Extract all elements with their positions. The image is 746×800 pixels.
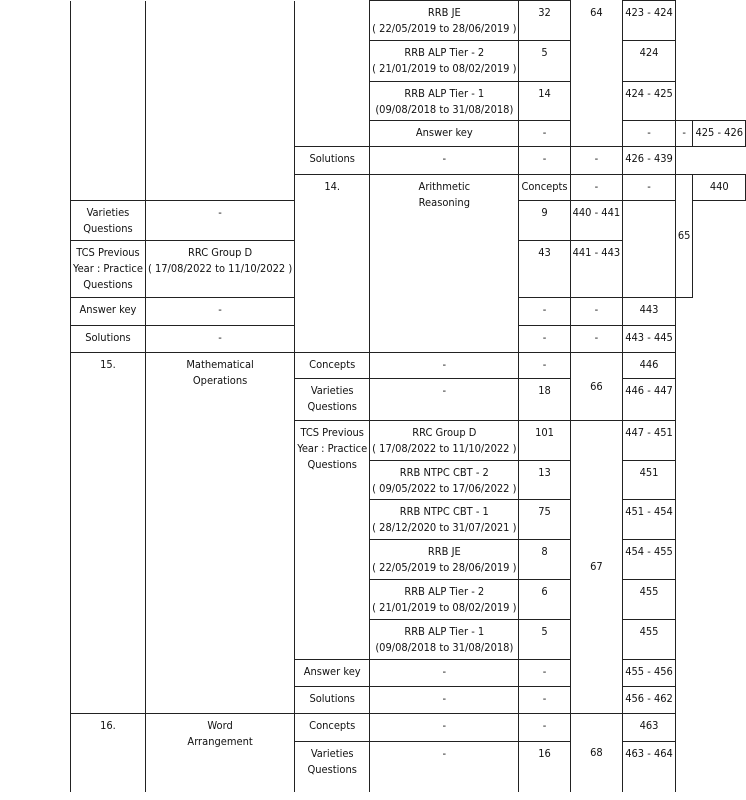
page-range-text: 443 - 445 xyxy=(625,331,673,344)
exam-source-line: RRB ALP Tier - 2 xyxy=(404,585,485,598)
exam-source-cell xyxy=(370,353,519,379)
question-count-cell xyxy=(519,620,570,660)
exam-source-cell xyxy=(145,201,294,241)
page-range-text: 447 - 451 xyxy=(625,426,673,439)
exam-source-cell xyxy=(570,175,623,201)
section-label-line: Varieties xyxy=(86,206,130,219)
exam-source-text: - xyxy=(442,747,447,760)
page-range-cell xyxy=(623,714,676,742)
exam-source-cell xyxy=(370,461,519,500)
section-label-text: Concepts xyxy=(521,180,568,193)
section-label-text: Solutions xyxy=(85,331,131,344)
question-count-text: 101 xyxy=(535,426,554,439)
page-range-text: 440 - 441 xyxy=(572,206,621,219)
chapter-name-line: Arrangement xyxy=(187,735,253,748)
section-label-cell xyxy=(71,201,146,241)
question-count-text: 13 xyxy=(538,466,551,479)
exam-source-text: - xyxy=(442,358,447,371)
exam-source-cell xyxy=(370,687,519,714)
page-range-cell xyxy=(623,461,676,500)
question-count-text: 32 xyxy=(538,6,551,19)
page-range-text: 441 - 443 xyxy=(572,246,621,259)
question-count-text: - xyxy=(542,719,547,732)
exam-source-text: - xyxy=(442,384,447,397)
page-range-text: 455 xyxy=(639,585,659,598)
exam-source-text: - xyxy=(442,152,447,165)
section-label-line: Questions xyxy=(83,222,133,235)
exam-source-line: ( 09/05/2022 to 17/06/2022 ) xyxy=(372,482,517,495)
question-count-cell xyxy=(519,298,570,326)
page-range-text: 454 - 455 xyxy=(625,545,673,558)
day-number-text: 65 xyxy=(677,229,691,242)
exam-source-line: RRB ALP Tier - 1 xyxy=(404,87,485,100)
question-count-cell xyxy=(519,1,570,41)
section-label-text: Concepts xyxy=(309,358,356,371)
question-count-text: - xyxy=(542,331,547,344)
serial-number-text: 15. xyxy=(100,358,116,371)
question-count-text: - xyxy=(647,180,651,193)
exam-source-text: - xyxy=(218,303,222,316)
section-label-line: Questions xyxy=(307,400,357,413)
exam-source-cell xyxy=(370,742,519,792)
serial-number-cell xyxy=(295,175,370,353)
page-range-cell xyxy=(623,580,676,620)
page-range-cell xyxy=(623,353,676,379)
page-range-cell xyxy=(623,660,676,687)
exam-source-text: - xyxy=(594,180,599,193)
day-number-text: - xyxy=(594,152,599,165)
exam-source-cell xyxy=(370,147,519,175)
question-count-cell xyxy=(519,714,570,742)
exam-source-line: ( 22/05/2019 to 28/06/2019 ) xyxy=(372,22,517,35)
page-range-text: 446 - 447 xyxy=(625,384,673,397)
section-label-line: Varieties xyxy=(310,747,354,760)
section-label-line: TCS Previous xyxy=(300,426,364,439)
section-label-cell xyxy=(71,241,146,298)
page-range-text: 423 - 424 xyxy=(625,6,673,19)
question-count-cell xyxy=(519,353,570,379)
day-number-cell xyxy=(570,147,623,175)
day-number-text: 64 xyxy=(590,5,603,19)
exam-source-line: ( 28/12/2020 to 31/07/2021 ) xyxy=(372,521,517,534)
page-range-cell xyxy=(623,82,676,121)
chapter-name-cell xyxy=(145,1,294,201)
day-number-text: - xyxy=(594,303,599,316)
exam-source-line: RRB JE xyxy=(427,545,461,558)
section-label-line: Questions xyxy=(307,763,357,776)
exam-source-cell xyxy=(370,41,519,82)
chapter-name-line: Operations xyxy=(192,374,248,387)
exam-source-cell xyxy=(370,1,519,41)
question-count-text: 75 xyxy=(538,505,551,518)
section-label-line: Year : Practice xyxy=(297,442,368,455)
exam-source-cell xyxy=(370,82,519,121)
exam-source-line: ( 17/08/2022 to 11/10/2022 ) xyxy=(372,442,517,455)
question-count-text: 16 xyxy=(538,747,551,760)
exam-source-cell xyxy=(370,714,519,742)
page-range-cell xyxy=(623,620,676,660)
page-range-cell xyxy=(623,687,676,714)
section-label-cell xyxy=(519,175,570,201)
exam-source-line: ( 21/01/2019 to 08/02/2019 ) xyxy=(372,601,517,614)
page-range-cell xyxy=(623,500,676,540)
question-count-cell xyxy=(519,201,570,241)
question-count-cell xyxy=(623,175,676,201)
day-number-cell xyxy=(675,175,693,298)
question-count-cell xyxy=(519,580,570,620)
page-range-text: 451 xyxy=(639,466,659,479)
page-range-cell xyxy=(570,201,623,241)
page-range-text: 440 xyxy=(709,180,729,193)
page-range-text: 463 xyxy=(639,719,659,732)
question-count-text: - xyxy=(647,126,651,139)
question-count-cell xyxy=(519,379,570,421)
day-number-text: 67 xyxy=(590,560,603,573)
exam-source-line: ( 17/08/2022 to 11/10/2022 ) xyxy=(147,262,293,275)
page-range-text: 446 xyxy=(639,358,659,371)
section-label-cell xyxy=(370,121,519,147)
section-label-cell xyxy=(295,421,370,660)
chapter-name-line: Word xyxy=(207,719,233,732)
page-range-cell xyxy=(623,147,676,175)
exam-source-cell xyxy=(370,500,519,540)
page-range-text: 451 - 454 xyxy=(625,505,673,518)
day-number-cell xyxy=(570,714,623,792)
page-range-text: 463 - 464 xyxy=(625,747,673,760)
serial-number-text: 14. xyxy=(324,180,341,193)
day-number-cell xyxy=(570,326,623,353)
section-label-cell xyxy=(71,326,146,353)
page-range-cell xyxy=(623,41,676,82)
question-count-cell xyxy=(519,742,570,792)
question-count-cell xyxy=(519,326,570,353)
question-count-cell xyxy=(519,540,570,580)
chapter-name-cell xyxy=(145,353,294,714)
day-number-cell xyxy=(570,353,623,421)
page-range-cell xyxy=(693,121,746,147)
section-label-line: TCS Previous xyxy=(76,246,140,259)
exam-source-line: RRC Group D xyxy=(412,426,477,439)
contents-table xyxy=(70,0,746,792)
question-count-cell xyxy=(519,500,570,540)
page-range-cell xyxy=(623,421,676,461)
page-range-text: 425 - 426 xyxy=(695,126,744,139)
question-count-text: - xyxy=(542,692,547,705)
section-label-cell xyxy=(295,687,370,714)
exam-source-text: - xyxy=(442,719,447,732)
question-count-text: 43 xyxy=(538,246,551,259)
page-range-cell xyxy=(570,241,623,298)
exam-source-line: RRB ALP Tier - 1 xyxy=(404,625,485,638)
serial-number-cell xyxy=(71,1,146,201)
day-number-cell xyxy=(570,421,623,714)
exam-source-cell xyxy=(370,620,519,660)
exam-source-cell xyxy=(370,660,519,687)
exam-source-line: (09/08/2018 to 31/08/2018) xyxy=(375,103,514,116)
section-label-text: Answer key xyxy=(415,126,473,139)
exam-source-text: - xyxy=(442,665,447,678)
day-number-text: - xyxy=(594,331,599,344)
page-range-cell xyxy=(623,379,676,421)
page-range-cell xyxy=(623,326,676,353)
exam-source-cell xyxy=(145,326,294,353)
exam-source-cell xyxy=(370,540,519,580)
question-count-text: 9 xyxy=(541,206,548,219)
table-row xyxy=(71,714,746,742)
exam-source-line: RRB NTPC CBT - 2 xyxy=(399,466,489,479)
exam-source-line: ( 22/05/2019 to 28/06/2019 ) xyxy=(372,561,517,574)
question-count-text: 5 xyxy=(541,46,548,59)
page-range-text: 424 xyxy=(639,46,659,59)
page-range-cell xyxy=(623,742,676,792)
section-label-line: Questions xyxy=(307,458,357,471)
exam-source-line: ( 21/01/2019 to 08/02/2019 ) xyxy=(372,62,517,75)
section-label-cell xyxy=(295,353,370,379)
question-count-cell xyxy=(519,687,570,714)
exam-source-text: - xyxy=(218,206,222,219)
chapter-name-cell xyxy=(145,714,294,792)
exam-source-cell xyxy=(370,580,519,620)
section-label-line: Questions xyxy=(83,278,133,291)
table-row xyxy=(71,1,746,41)
section-label-cell xyxy=(71,298,146,326)
question-count-cell xyxy=(519,421,570,461)
question-count-text: - xyxy=(542,665,547,678)
table-row xyxy=(71,353,746,379)
day-number-cell xyxy=(570,1,623,147)
page-range-text: 455 - 456 xyxy=(625,665,673,678)
day-number-cell xyxy=(570,298,623,326)
question-count-cell xyxy=(519,82,570,121)
question-count-cell xyxy=(519,461,570,500)
page-range-cell xyxy=(623,298,676,326)
exam-source-line: RRC Group D xyxy=(188,246,253,259)
page-range-cell xyxy=(623,1,676,41)
question-count-text: - xyxy=(542,303,547,316)
chapter-name-line: Reasoning xyxy=(418,196,470,209)
day-number-text: - xyxy=(682,126,686,139)
exam-source-text: - xyxy=(442,692,447,705)
page-range-text: 424 - 425 xyxy=(625,87,673,100)
question-count-text: - xyxy=(542,152,547,165)
serial-number-cell xyxy=(71,353,146,714)
section-label-text: Concepts xyxy=(309,719,356,732)
section-label-cell xyxy=(295,742,370,792)
section-label-line: Varieties xyxy=(310,384,354,397)
page-range-cell xyxy=(693,175,746,201)
section-label-cell xyxy=(295,379,370,421)
question-count-cell xyxy=(519,147,570,175)
section-label-text: Answer key xyxy=(303,665,361,678)
exam-source-text: - xyxy=(218,331,222,344)
page-range-text: 456 - 462 xyxy=(625,692,673,705)
section-label-cell xyxy=(295,1,370,147)
question-count-text: 6 xyxy=(541,585,548,598)
question-count-text: 18 xyxy=(538,384,551,397)
exam-source-cell xyxy=(145,298,294,326)
exam-source-line: RRB NTPC CBT - 1 xyxy=(399,505,489,518)
question-count-text: 8 xyxy=(541,545,548,558)
page-range-text: 455 xyxy=(639,625,659,638)
serial-number-cell xyxy=(71,714,146,792)
chapter-name-cell xyxy=(370,175,519,353)
section-label-line: Year : Practice xyxy=(73,262,143,275)
question-count-cell xyxy=(519,41,570,82)
day-number-text: 68 xyxy=(590,745,603,759)
section-label-text: Solutions xyxy=(309,692,355,705)
exam-source-cell xyxy=(370,379,519,421)
serial-number-text: 16. xyxy=(100,719,116,732)
section-label-cell xyxy=(295,714,370,742)
exam-source-line: RRB ALP Tier - 2 xyxy=(404,46,485,59)
exam-source-cell xyxy=(519,121,570,147)
question-count-text: 14 xyxy=(538,87,551,100)
page-range-cell xyxy=(623,540,676,580)
exam-source-cell xyxy=(370,421,519,461)
contents-table-body xyxy=(71,1,746,792)
section-label-text: Solutions xyxy=(309,152,355,165)
question-count-cell xyxy=(519,660,570,687)
exam-source-cell xyxy=(145,241,294,298)
section-label-cell xyxy=(295,660,370,687)
question-count-text: 5 xyxy=(541,625,548,638)
chapter-name-line: Mathematical xyxy=(186,358,254,371)
page-range-text: 443 xyxy=(639,303,659,316)
section-label-cell xyxy=(295,147,370,175)
page-range-text: 426 - 439 xyxy=(625,152,673,165)
chapter-name-line: Arithmetic xyxy=(418,180,471,193)
section-label-text: Answer key xyxy=(79,303,137,316)
question-count-cell xyxy=(519,241,570,298)
day-number-text: 66 xyxy=(590,379,603,393)
question-count-cell xyxy=(623,121,676,147)
exam-source-line: RRB JE xyxy=(427,6,461,19)
exam-source-text: - xyxy=(542,126,547,139)
day-number-cell xyxy=(675,121,693,147)
exam-source-line: (09/08/2018 to 31/08/2018) xyxy=(375,641,514,654)
question-count-text: - xyxy=(542,358,547,371)
